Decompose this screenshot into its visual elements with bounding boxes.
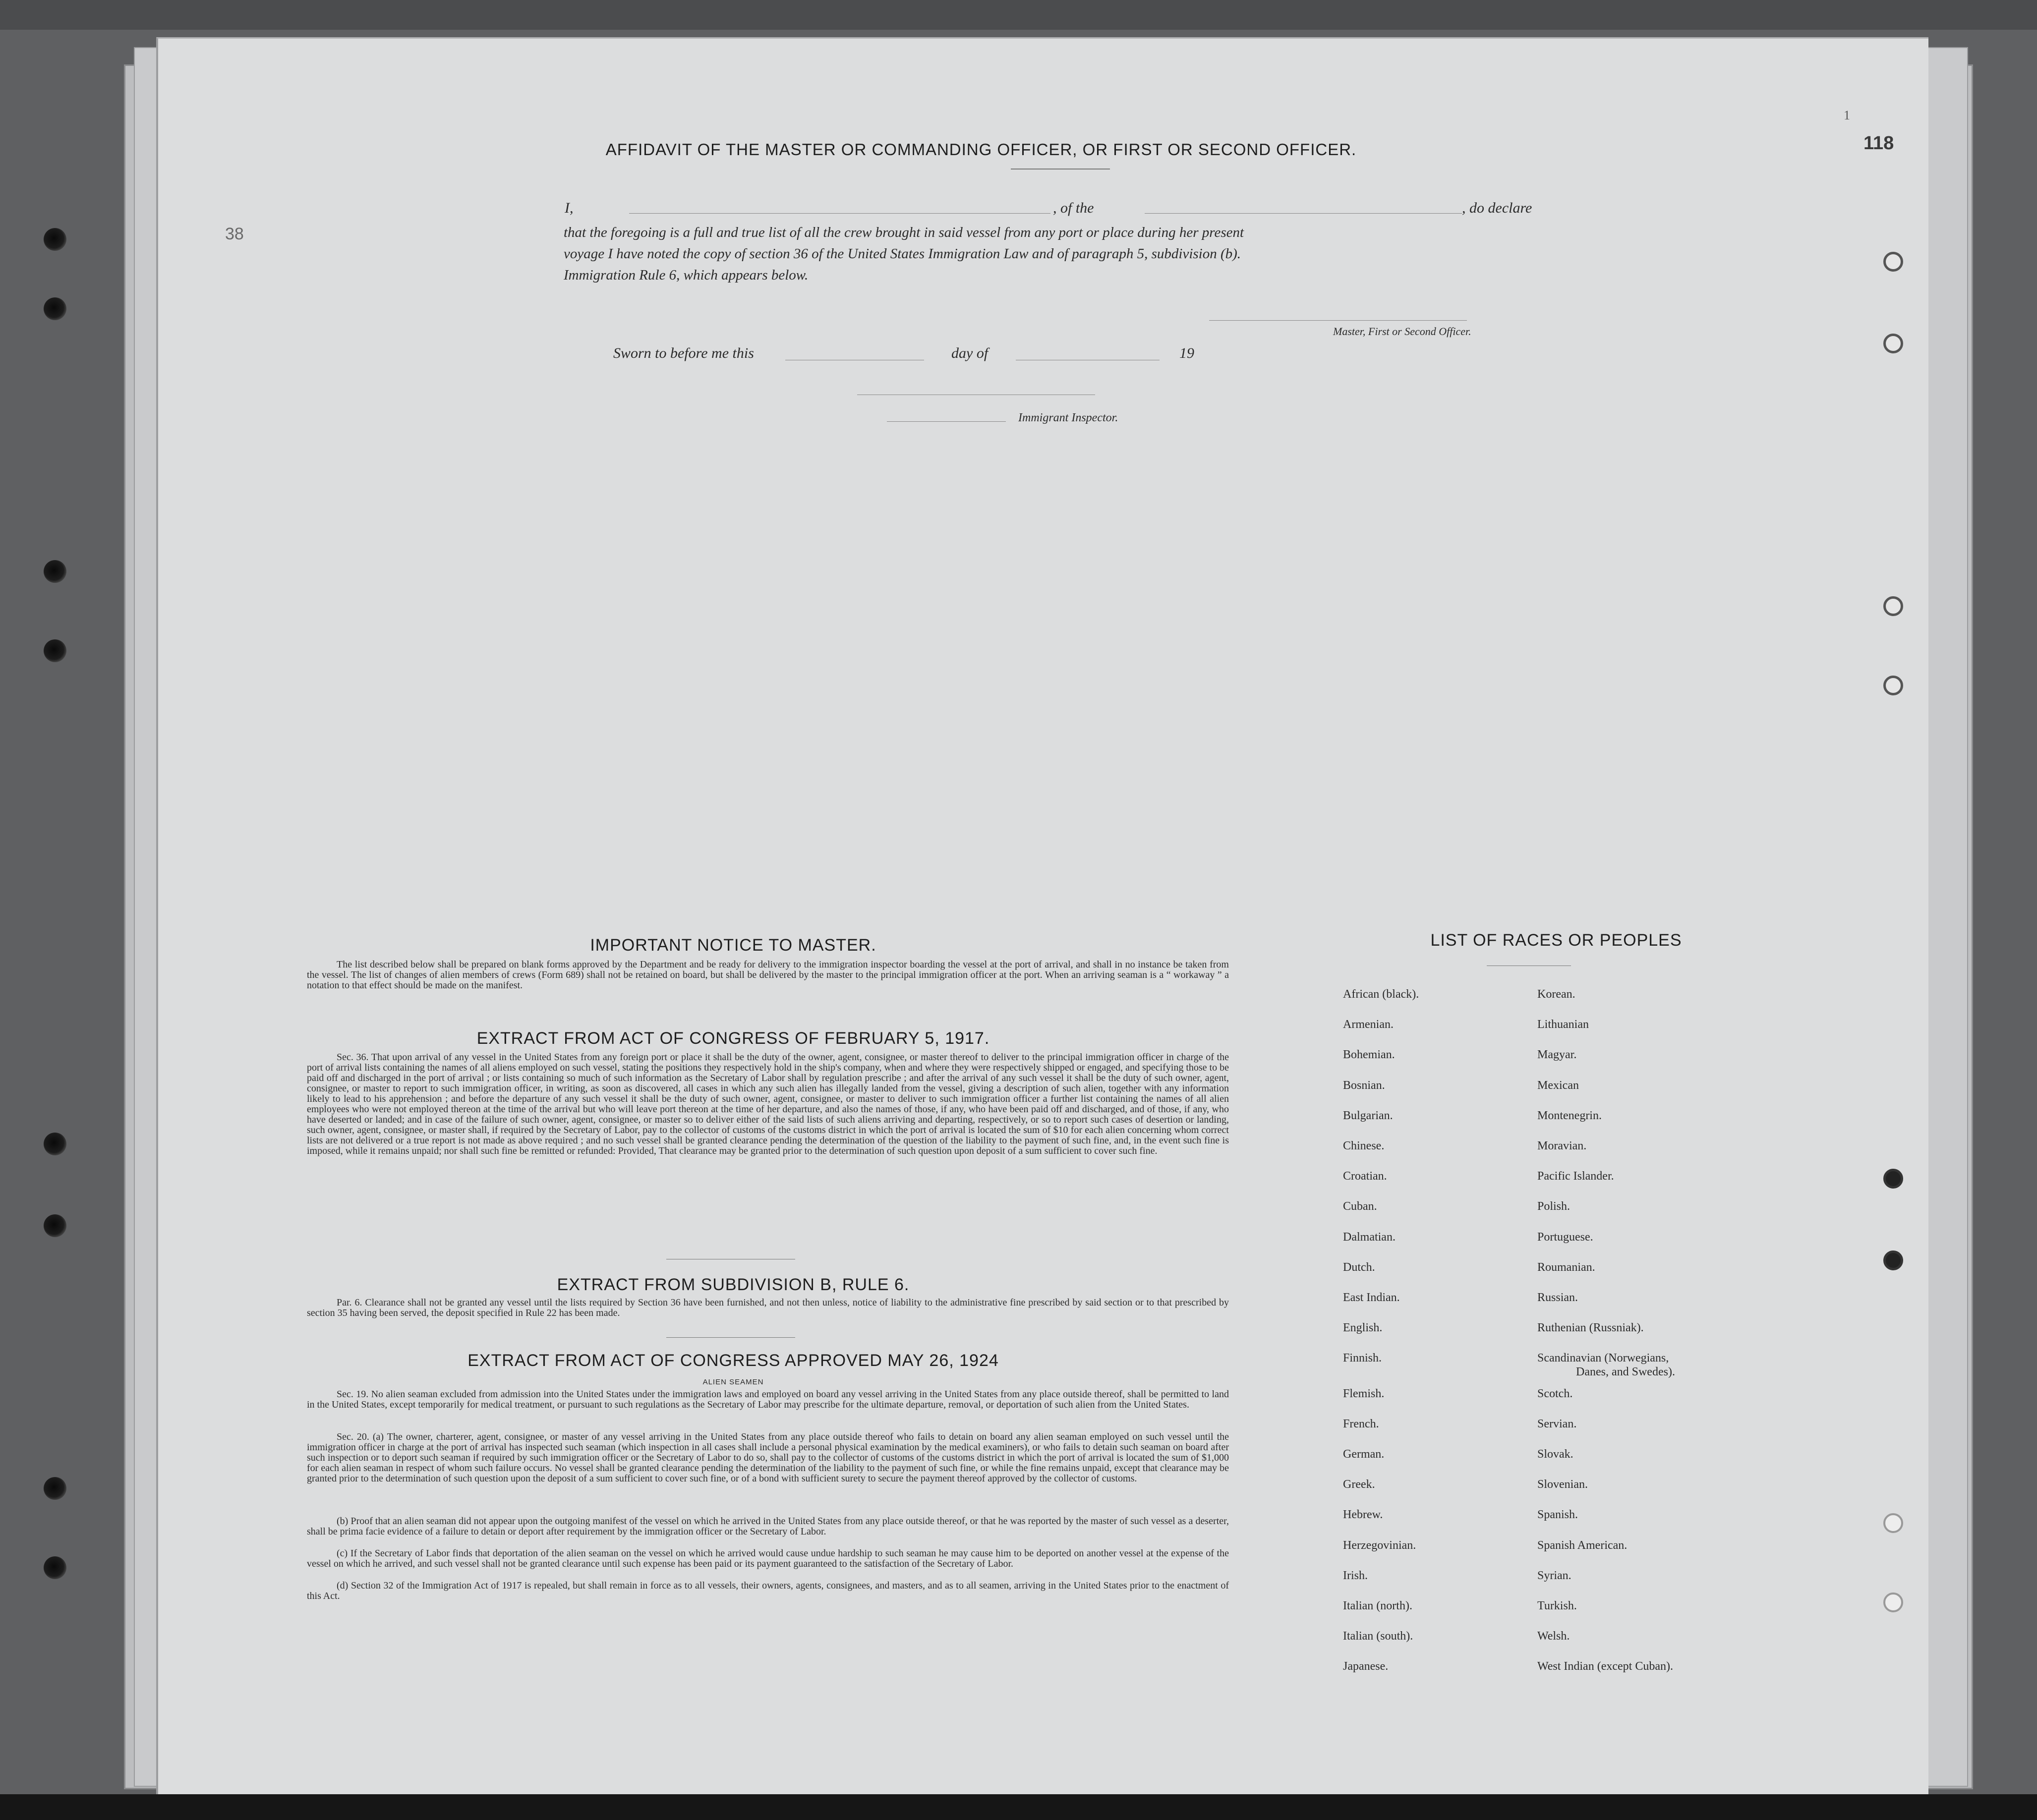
affidavit-i-label: I, [565, 200, 574, 216]
notice-text: The list described below shall be prepared on blank forms approved by the Department and be ready for delivery to the immigration inspector boarding the vessel at the port of arrival, and shall in no instance be taken from the vessel. The list of changes of alien members of crews (Form 689) shall not be retained on board, but shall be delivered by the master to the principal immigration officer at the port. When an arriving seaman is a “ workaway ” a notation to that effect should be made on the manifest. [307, 959, 1229, 991]
margin-mark: 38 [225, 225, 244, 243]
race-item: Pacific Islander. [1537, 1170, 1614, 1183]
punch-hole-icon [1883, 1592, 1903, 1612]
race-item: Dutch. [1343, 1260, 1375, 1274]
race-item: Welsh. [1537, 1630, 1570, 1643]
inspector-line [887, 421, 1006, 422]
extract-1917-text: Sec. 36. That upon arrival of any vessel in the United States from any foreign port or place it shall be the duty of the owner, agent, consignee, or master thereof to deliver to the principal immigration officer in charge of the port of arrival lists containing the names of all aliens employed on such vessel, stating the positions they respectively hold in the ship's company, when and where they were respectively shipped or engaged, and specifying those to be paid off and discharged in the port of arrival ; or lists containing so much of such information as the Secretary of Labor shall by regulation prescribe ; and after the arrival of any such vessel it shall be the duty of such owner, agent, consignee, or master to report to such immigration officer, in writing, as soon as discovered, all cases in which any such alien has illegally landed from the vessel, giving a description of such alien, together with any information likely to lead to his apprehension ; and before the departure of any such vessel it shall be the duty of such owner, agent, consignee, or master to deliver to such immigration officer a further list containing the names of all alien employees who were not employed thereon at the time of the arrival but who will leave port thereon at the time of her departure, and also the names of those, if any, who have been paid off and discharged, and of those, if any, who have deserted or landed; and in case of the failure of such owner, agent, consignee, or master so to deliver either of the said lists of such aliens arriving and departing, respectively, or so to report such cases of desertion or landing, such owner, agent, consignee, or master shall, if required by the Secretary of Labor, pay to the collector of customs of the customs district in which the port of arrival is located the sum of $10 for each alien concerning whom correct lists are not delivered or a true report is not made as above required ; and no such vessel shall be granted clearance pending the determination of the question of the liability to the payment of such fine, and, in the event such fine is imposed, while it remains unpaid; nor shall such fine be remitted or refunded: Provided, That clearance may be granted prior to the determination of such question upon deposit of a sum sufficient to cover such fine. [307, 1052, 1229, 1156]
corner-mark: 1 [1844, 108, 1850, 122]
position-blank-line [1145, 213, 1462, 214]
affidavit-of-the-label: , of the [1053, 200, 1094, 216]
extract-1924-paragraph: Sec. 20. (a) The owner, charterer, agent, consignee, or master of any vessel arriving in the United States from any place outside thereof who fails to detain on board any alien seaman employed on such vessel until the immigration officer in charge at the port of arrival has inspected such seaman (which inspection in all cases shall include a personal physical examination by the medical examiners), or who fails to detain such seaman on board after such inspection or to deport such seaman if required by such immigration officer or the Secretary of Labor to do so, shall pay to the collector of customs of the customs district in which the port of arrival is located the sum of $1,000 for each alien seaman in respect of whom such failure occurs. No vessel shall be granted clearance pending the determination of the liability to the payment of such fine, or while the fine remains unpaid, except that clearance may be granted prior to the determination of such question upon the deposit of a sum sufficient to cover such fine, or of a bond with sufficient surety to secure the payment thereof approved by the collector of customs. [307, 1431, 1229, 1484]
punch-hole-icon [1883, 676, 1903, 695]
title-divider [1011, 169, 1110, 170]
binder-hole-icon [44, 1556, 66, 1579]
race-item: Cuban. [1343, 1200, 1377, 1213]
affidavit-title: AFFIDAVIT OF THE MASTER OR COMMANDING OFFICER, OR FIRST OR SECOND OFFICER. [605, 140, 1357, 159]
punch-hole-icon [1883, 1513, 1903, 1533]
race-item: Italian (north). [1343, 1599, 1412, 1612]
inspector-label: Immigrant Inspector. [1018, 411, 1118, 424]
race-item: Slovenian. [1537, 1478, 1588, 1491]
sworn-label: Sworn to before me this [613, 345, 754, 361]
race-item: West Indian (except Cuban). [1537, 1660, 1673, 1673]
punch-hole-icon [1883, 596, 1903, 616]
race-item: Turkish. [1537, 1599, 1577, 1612]
punch-hole-icon [1883, 252, 1903, 272]
extract-1924-paragraph: Sec. 19. No alien seaman excluded from admission into the United States under the immigration laws and employed on board any vessel arriving in the United States from any place outside thereof, shall be permitted to land in the United States, except temporarily for medical treatment, or pursuant to such regulations as the Secretary of Labor may prescribe for the ultimate departure, removal, or deportation of such alien from the United States. [307, 1389, 1229, 1410]
binder-hole-icon [44, 297, 66, 320]
page-number: 118 [1863, 133, 1894, 154]
race-item: Dalmatian. [1343, 1230, 1396, 1244]
extract-1924-paragraph: (c) If the Secretary of Labor finds that deportation of the alien seaman on the vessel on which he arrived would cause undue hardship to such seaman he may cause him to be deported on another vessel at the expense of the vessel on which he arrived, and such vessel shall not be granted clearance until such expense has been paid or its payment guaranteed to the satisfaction of the Secretary of Labor. [307, 1548, 1229, 1569]
race-item: Slovak. [1537, 1448, 1573, 1461]
race-item: Italian (south). [1343, 1630, 1413, 1643]
race-item: Magyar. [1537, 1048, 1577, 1062]
extract-1917-title: EXTRACT FROM ACT OF CONGRESS OF FEBRUARY 5, 1917. [476, 1029, 990, 1048]
name-blank-line [629, 213, 1050, 214]
race-item: Spanish American. [1537, 1538, 1628, 1552]
affidavit-line-3: voyage I have noted the copy of section 36 of the United States Immigration Law and of paragraph 5, subdivision (b). [564, 246, 1241, 262]
binder-hole-icon [44, 560, 66, 583]
race-item: English. [1343, 1321, 1383, 1335]
race-item: Servian. [1537, 1417, 1577, 1430]
race-item: Scotch. [1537, 1387, 1573, 1400]
scan-background-bottom [0, 1794, 2037, 1820]
race-item: East Indian. [1343, 1291, 1400, 1304]
race-item: Montenegrin. [1537, 1109, 1602, 1122]
binder-hole-icon [44, 1133, 66, 1155]
race-item: Roumanian. [1537, 1260, 1595, 1274]
race-item: Irish. [1343, 1569, 1368, 1582]
race-item: Russian. [1537, 1291, 1578, 1304]
day-of-label: day of [951, 345, 989, 361]
extract-1924-subtitle: ALIEN SEAMEN [702, 1378, 764, 1386]
race-item: Korean. [1537, 988, 1575, 1001]
race-item: Polish. [1537, 1200, 1571, 1213]
race-item: Bohemian. [1343, 1048, 1395, 1062]
section-divider [666, 1337, 795, 1338]
affidavit-line-4: Immigration Rule 6, which appears below. [564, 267, 809, 283]
binder-hole-icon [44, 1477, 66, 1500]
race-item: African (black). [1343, 988, 1419, 1001]
race-item: Japanese. [1343, 1660, 1389, 1673]
year-label: 19 [1179, 345, 1194, 361]
race-item: Bosnian. [1343, 1079, 1385, 1092]
extract-1924-paragraph: (d) Section 32 of the Immigration Act of 1917 is repealed, but shall remain in force as to all vessels, their owners, agents, consignees, and masters, and as to all seamen, arriving in the United States prior to the enactment of this Act. [307, 1580, 1229, 1601]
master-signature-line [1209, 320, 1467, 321]
race-item: Moravian. [1537, 1139, 1587, 1152]
race-item: Hebrew. [1343, 1508, 1383, 1522]
affidavit-line-2: that the foregoing is a full and true list of all the crew brought in said vessel from any port or place during her present [564, 225, 1244, 240]
master-signature-label: Master, First or Second Officer. [1333, 325, 1471, 338]
extract-1924-title: EXTRACT FROM ACT OF CONGRESS APPROVED MAY 26, 1924 [467, 1351, 999, 1370]
binder-hole-icon [44, 1214, 66, 1237]
race-item: Herzegovinian. [1343, 1538, 1416, 1552]
extract-rule6-text: Par. 6. Clearance shall not be granted any vessel until the lists required by Section 36 have been furnished, and not then unless, notice of liability to the administrative fine prescribed by said section or to that prescribed by section 35 having been served, the deposit specified in Rule 22 has been made. [307, 1297, 1229, 1318]
form-page [156, 37, 1928, 1794]
races-title: LIST OF RACES OR PEOPLES [1430, 931, 1682, 950]
race-item: Mexican [1537, 1079, 1579, 1092]
race-item: French. [1343, 1417, 1379, 1430]
race-item: Lithuanian [1537, 1018, 1589, 1031]
binder-hole-icon [44, 228, 66, 251]
race-item: Spanish. [1537, 1508, 1578, 1522]
race-item: Flemish. [1343, 1387, 1385, 1400]
binder-hole-icon [44, 639, 66, 662]
extract-1924-paragraph: (b) Proof that an alien seaman did not appear upon the outgoing manifest of the vessel on which he arrived in the United States from any place outside thereof, or that he was reported by the master of such vessel as a deserter, shall be prima facie evidence of a failure to detain or deport after requirement by the immigration officer or the Secretary of Labor. [307, 1516, 1229, 1537]
scan-background-top [0, 0, 2037, 30]
race-item: Scandinavian (Norwegians, [1537, 1352, 1669, 1365]
notice-title: IMPORTANT NOTICE TO MASTER. [590, 936, 876, 955]
race-item: Armenian. [1343, 1018, 1394, 1031]
race-item: Ruthenian (Russniak). [1537, 1321, 1644, 1335]
punch-hole-icon [1883, 1251, 1903, 1270]
extract-rule6-title: EXTRACT FROM SUBDIVISION B, RULE 6. [557, 1275, 910, 1294]
race-item: German. [1343, 1448, 1385, 1461]
race-item: Syrian. [1537, 1569, 1571, 1582]
race-item-continuation: Danes, and Swedes). [1576, 1365, 1675, 1379]
race-item: Chinese. [1343, 1139, 1385, 1152]
race-item: Greek. [1343, 1478, 1375, 1491]
race-item: Croatian. [1343, 1170, 1387, 1183]
punch-hole-icon [1883, 1169, 1903, 1189]
affidavit-declare-label: , do declare [1462, 200, 1532, 216]
race-item: Finnish. [1343, 1352, 1382, 1365]
race-item: Portuguese. [1537, 1230, 1593, 1244]
punch-hole-icon [1883, 334, 1903, 353]
race-item: Bulgarian. [1343, 1109, 1393, 1122]
